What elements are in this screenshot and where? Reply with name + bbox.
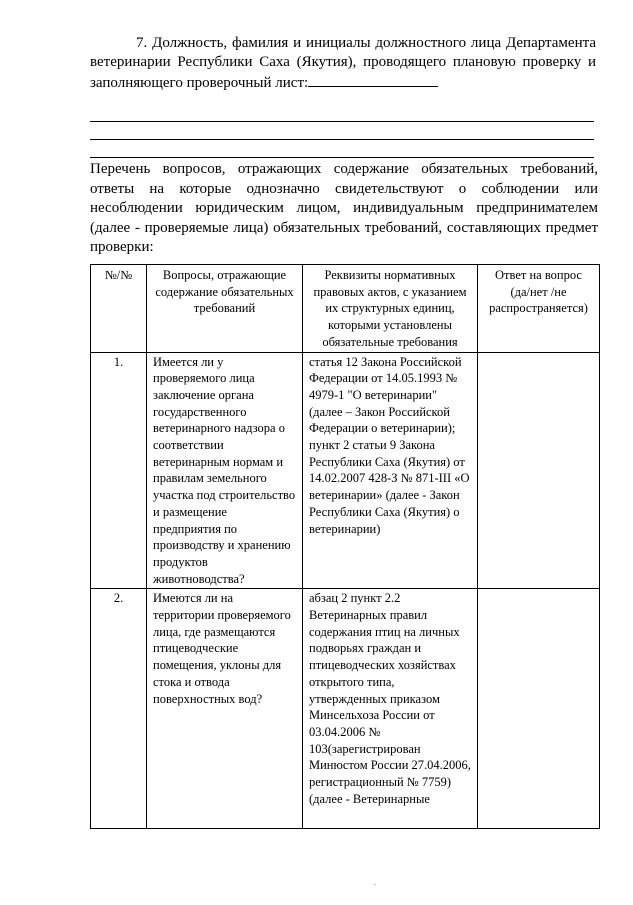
section-7-text: Должность, фамилия и инициалы должностного лица Департамента ветеринарии Республики Саха (Якутия), проводящего плановую проверку и заполняющего проверочный лист:: [90, 35, 596, 91]
row-requisites: статья 12 Закона Российской Федерации от 14.05.1993 № 4979-1 "О ветеринарии" (далее – Закон Российской Федерации о ветеринарии); пункт 2 статьи 9 Закона Республики Саха (Якутия) от 14.02.2007 428-З № 871-III «О ветеринарии» (далее - Закон Республики Саха (Якутия) о ветеринарии): [303, 352, 478, 589]
intro-text: Перечень вопросов, отражающих содержание обязательных требований, ответы на которые однозначно свидетельствуют о соблюдении или несоблюдении юридическим лицом, индивидуальным предпринимателем (далее - проверяемые лица) обязательных требований, составляющих предмет проверки:: [90, 161, 598, 255]
header-questions: Вопросы, отражающие содержание обязательных требований: [147, 265, 303, 353]
header-requisites: Реквизиты нормативных правовых актов, с указанием их структурных единиц, которыми установлены обязательные требования: [303, 265, 478, 353]
row-requisites: абзац 2 пункт 2.2 Ветеринарных правил содержания птиц на личных подворьях граждан и птицеводческих хозяйствах открытого типа, утвержденных приказом Минсельхоза России от 03.04.2006 № 103(зарегистрирован Минюстом России 27.04.2006, регистрационный № 7759) (далее - Ветеринарные: [303, 589, 478, 829]
requirements-intro-paragraph: [90, 160, 598, 258]
section-7-number: 7.: [136, 35, 148, 51]
table-row: [91, 589, 600, 829]
row-answer-cell[interactable]: [478, 589, 600, 829]
row-number: 1.: [91, 352, 147, 589]
section-7-paragraph: [90, 34, 596, 93]
table-row: [91, 352, 600, 589]
row-number: 2.: [91, 589, 147, 829]
checklist-table: [90, 264, 600, 829]
header-answer: Ответ на вопрос (да/нет /не распространяется): [478, 265, 600, 353]
row-answer-cell[interactable]: [478, 352, 600, 589]
row-question: Имеется ли у проверяемого лица заключение органа государственного ветеринарного надзора о соответствии ветеринарным нормам и правилам земельного участка под строительство и размещение предприятия по производству и хранению продуктов животноводства?: [147, 352, 303, 589]
header-number: №/№: [91, 265, 147, 353]
blank-line-2: [90, 139, 594, 140]
row-question: Имеются ли на территории проверяемого лица, где размещаются птицеводческие помещения, уклоны для стока и отвода поверхностных вод?: [147, 589, 303, 829]
inspector-fill-line: [308, 72, 438, 87]
blank-line-1: [90, 121, 594, 122]
table-header-row: [91, 265, 600, 353]
blank-line-3: [90, 157, 594, 158]
scan-speck: [374, 884, 376, 885]
